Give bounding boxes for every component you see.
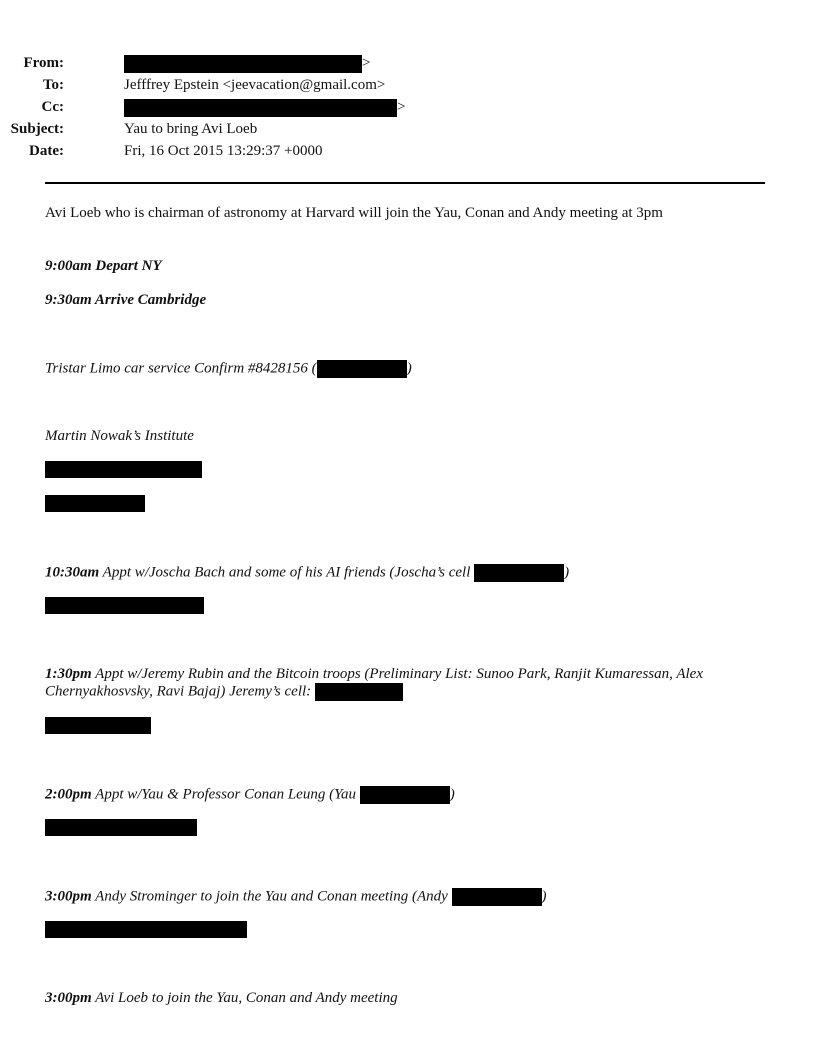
redaction-bar [360, 786, 450, 804]
redaction-bar [315, 683, 403, 701]
from-suffix: > [362, 55, 371, 71]
subject-label: Subject: [10, 121, 64, 137]
appointment-suffix: ) [449, 786, 455, 803]
redaction-bar [45, 495, 145, 512]
date-value: Fri, 16 Oct 2015 13:29:37 +0000 [124, 143, 323, 159]
cc-value [124, 98, 405, 117]
appointment-rubin [45, 666, 775, 701]
appointment-joscha [45, 564, 775, 582]
appointment-text: Avi Loeb to join the Yau, Conan and Andy meeting [91, 990, 398, 1006]
redaction-bar [124, 99, 397, 117]
intro-paragraph: Avi Loeb who is chairman of astronomy at Harvard will join the Yau, Conan and Andy meeting at 3pm [45, 205, 663, 221]
depart-line: 9:00am Depart NY [45, 258, 162, 274]
redaction-bar [317, 360, 407, 378]
limo-suffix: ) [406, 360, 412, 377]
appointment-time: 1:30pm [45, 666, 92, 682]
appointment-loeb [45, 990, 775, 1007]
appointment-text: Appt w/Yau & Professor Conan Leung (Yau [91, 786, 360, 803]
redaction-bar [452, 888, 542, 906]
limo-line [45, 360, 775, 378]
appointment-suffix: ) [541, 888, 547, 905]
redaction-bar [45, 461, 202, 478]
appointment-time: 2:00pm [45, 786, 92, 803]
limo-text: Tristar Limo car service Confirm #8428156 ( [45, 360, 317, 377]
appointment-time: 3:00pm [45, 888, 92, 905]
appointment-time: 10:30am [45, 564, 100, 581]
redaction-bar [124, 55, 362, 73]
arrive-line: 9:30am Arrive Cambridge [45, 292, 207, 308]
redaction-bar [474, 564, 564, 582]
institute-line: Martin Nowak’s Institute [45, 428, 194, 444]
appointment-text: Appt w/Joscha Bach and some of his AI friends (Joscha’s cell [99, 564, 475, 581]
redaction-bar [45, 717, 151, 734]
appointment-suffix: ) [564, 564, 570, 581]
appointment-text: Andy Strominger to join the Yau and Conan meeting (Andy [91, 888, 452, 905]
cc-suffix: > [397, 99, 406, 115]
to-label: To: [42, 77, 64, 93]
cc-label: Cc: [41, 99, 64, 115]
header-divider [45, 182, 765, 184]
redaction-bar [45, 921, 247, 938]
redaction-bar [45, 597, 204, 614]
appointment-text: Appt w/Jeremy Rubin and the Bitcoin troops (Preliminary List: Sunoo Park, Ranjit Kumaressan, Alex Chernyakhosvsky, Ravi Bajaj) Jeremy’s cell: [45, 666, 703, 700]
from-label: From: [23, 55, 64, 71]
redaction-bar [45, 819, 197, 836]
subject-value: Yau to bring Avi Loeb [124, 121, 258, 137]
from-value [124, 54, 370, 73]
to-value: Jefffrey Epstein <jeevacation@gmail.com> [124, 77, 386, 93]
date-label: Date: [29, 143, 64, 159]
appointment-strominger [45, 888, 775, 906]
appointment-yau [45, 786, 775, 804]
appointment-time: 3:00pm [45, 990, 92, 1006]
